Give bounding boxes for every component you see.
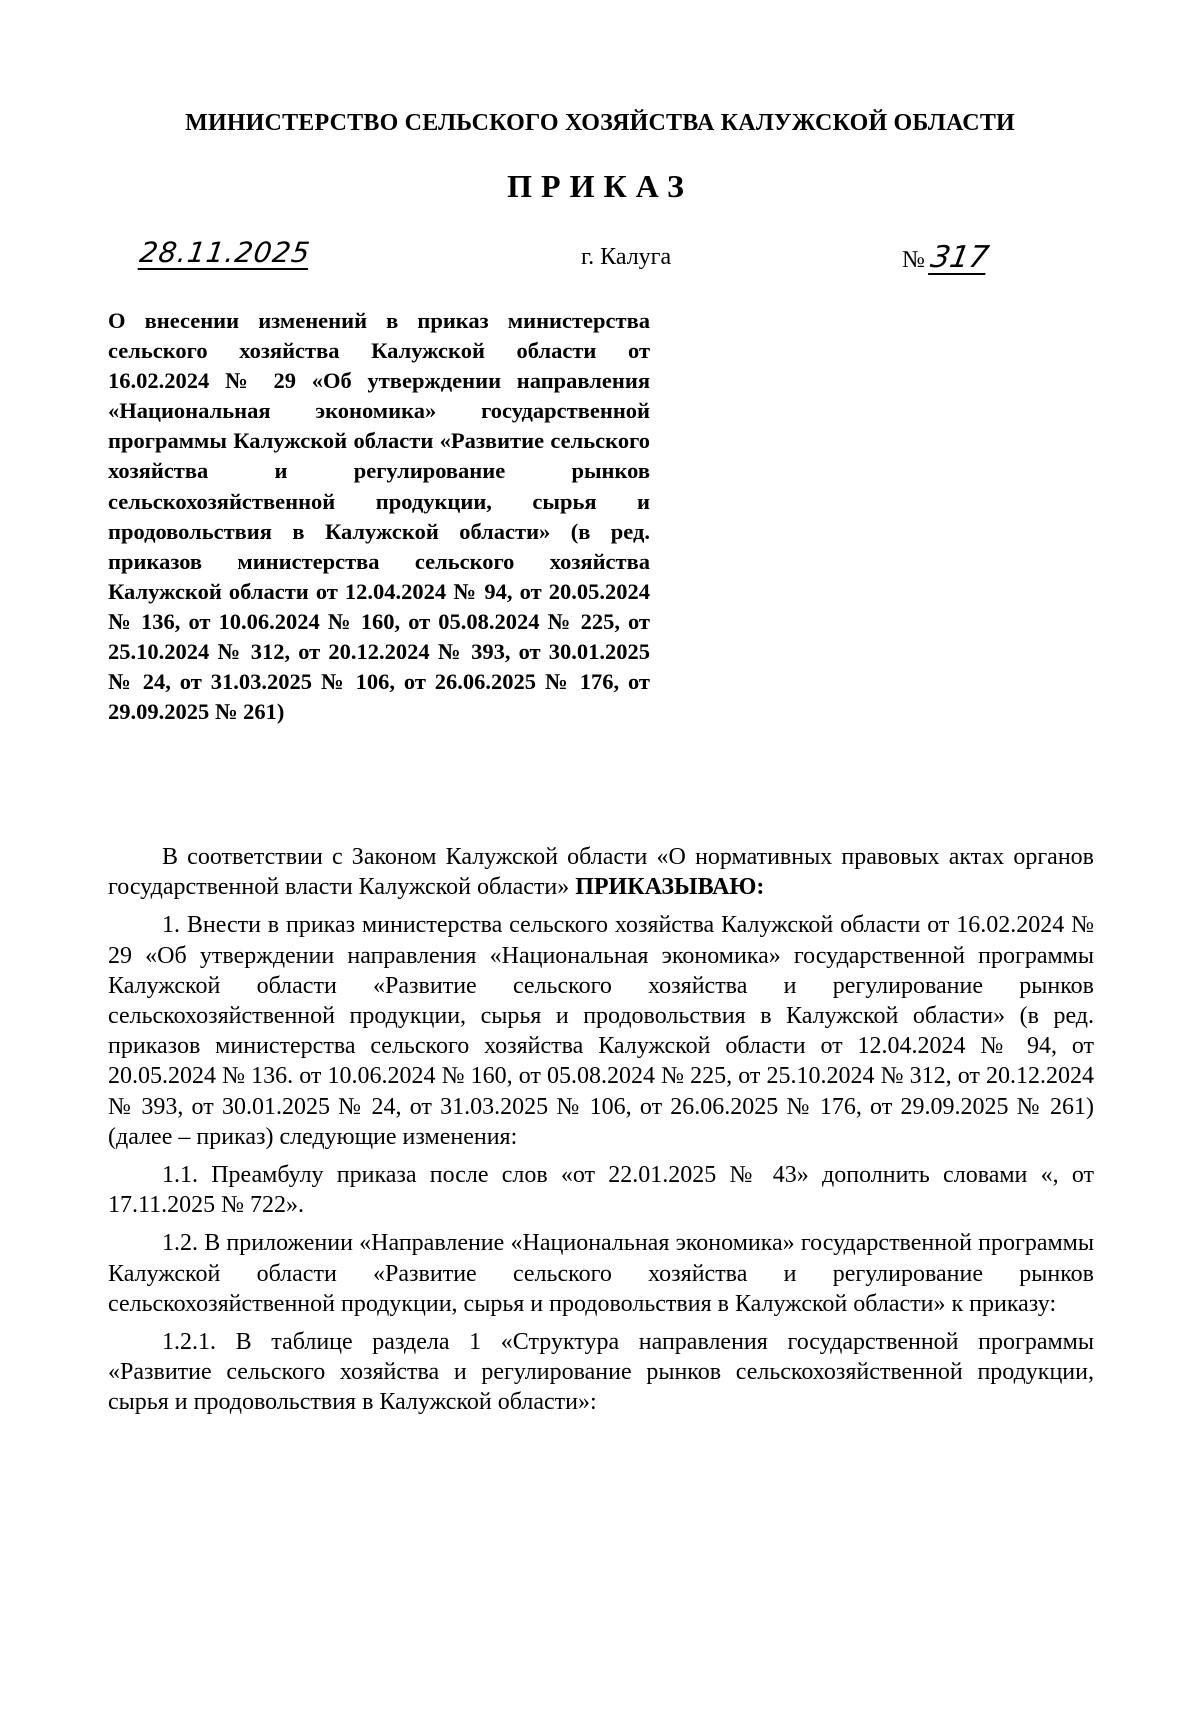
preamble-text: В соответствии с Законом Калужской области «О нормативных правовых актах органов государственной власти Калужской области» <box>108 844 1094 901</box>
preamble-paragraph <box>108 842 1094 902</box>
paragraph-1: 1. Внести в приказ министерства сельского хозяйства Калужской области от 16.02.2024 № 29 «Об утверждении направления «Национальная экономика» государственной программы Калужской области «Развитие сельского хозяйства и регулирование рынков сельскохозяйственной продукции, сырья и продовольствия в Калужской области» (в ред. приказов министерства сельского хозяйства Калужской области от 12.04.2024 № 94, от 20.05.2024 № 136. от 10.06.2024 № 160, от 05.08.2024 № 225, от 25.10.2024 № 312, от 20.12.2024 № 393, от 30.01.2025 № 24, от 31.03.2025 № 106, от 26.06.2025 № 176, от 29.09.2025 № 261) (далее – приказ) следующие изменения: <box>108 912 1094 1150</box>
paragraph-1-2: 1.2. В приложении «Направление «Национальная экономика» государственной программы Калужской области «Развитие сельского хозяйства и регулирование рынков сельскохозяйственной продукции, сырья и продовольствия в Калужской области» к приказу: <box>108 1230 1094 1317</box>
document-type-title: ПРИКАЗ <box>507 168 693 204</box>
city-name: г. Калуга <box>581 244 672 270</box>
ministry-title: МИНИСТЕРСТВО СЕЛЬСКОГО ХОЗЯЙСТВА КАЛУЖСКОЙ ОБЛАСТИ <box>185 110 1015 136</box>
handwritten-date: 28.11.2025 <box>137 236 313 269</box>
order-number <box>902 240 992 275</box>
paragraph-1-1: 1.1. Преамбулу приказа после слов «от 22.01.2025 № 43» дополнить словами «, от 17.11.2025 № 722». <box>108 1162 1094 1219</box>
number-sign: № <box>902 247 925 273</box>
order-word: ПРИКАЗЫВАЮ: <box>575 874 765 901</box>
order-body <box>108 842 1094 1418</box>
handwritten-number: 317 <box>927 240 992 275</box>
paragraph-1-2-1: 1.2.1. В таблице раздела 1 «Структура направления государственной программы «Развитие сельского хозяйства и регулирование рынков сельскохозяйственной продукции, сырья и продовольствия в Калужской области»: <box>108 1329 1094 1416</box>
order-subject: О внесении изменений в приказ министерства сельского хозяйства Калужской области от 16.02.2024 № 29 «Об утверждении направления «Национальная экономика» государственной программы Калужской области «Развитие сельского хозяйства и регулирование рынков сельскохозяйственной продукции, сырья и продовольствия в Калужской области» (в ред. приказов министерства сельского хозяйства Калужской области от 12.04.2024 № 94, от 20.05.2024 № 136, от 10.06.2024 № 160, от 05.08.2024 № 225, от 25.10.2024 № 312, от 20.12.2024 № 393, от 30.01.2025 № 24, от 31.03.2025 № 106, от 26.06.2025 № 176, от 29.09.2025 № 261) <box>108 308 650 725</box>
